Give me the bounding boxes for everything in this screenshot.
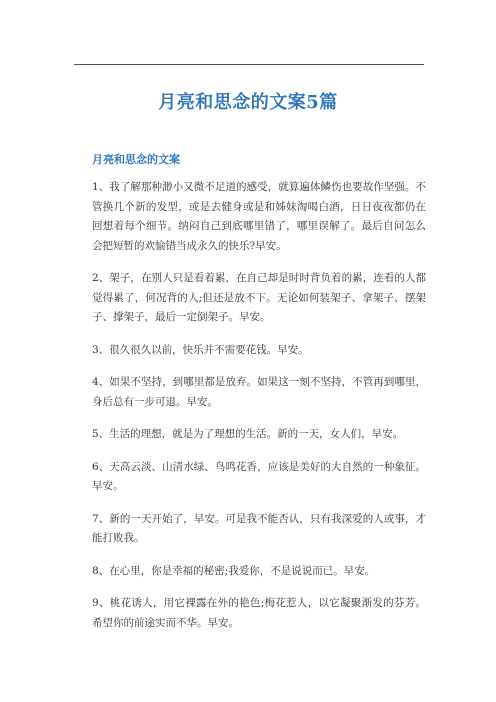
header-rule <box>74 64 424 65</box>
document-title: 月亮和思念的文案5篇 <box>158 92 338 113</box>
paragraph-9: 9、桃花诱人，用它裸露在外的艳色;梅花惹人，以它凝聚渐发的芬芳。希望你的前途实而不华。早安。 <box>92 597 426 629</box>
paragraph-5: 5、生活的理想，就是为了理想的生活。新的一天，女人们，早安。 <box>92 428 404 440</box>
paragraph-8: 8、在心里，你是幸福的秘密;我爱你，不是说说而已。早安。 <box>92 564 376 577</box>
paragraph-3: 3、很久很久以前，快乐并不需要花钱。早安。 <box>92 343 309 356</box>
paragraph-6: 6、天高云淡、山清水绿、鸟鸣花香，应该是美好的大自然的一种象征。早安。 <box>92 460 426 492</box>
paragraph-2: 2、架子，在别人只是看着累，在自己却是时时背负着的累，连看的人都觉得累了，何况背的人;但还是放不下。无论如何装架子、拿架子、摆架子、撑架子，最后一定倒架子。早安。 <box>92 272 426 323</box>
paragraph-7: 7、新的一天开始了，早安。可是我不能否认，只有我深爱的人或事，才能打败我。 <box>92 512 426 544</box>
paragraph-1: 1、我了解那种渺小又微不足道的感受，就算遍体鳞伤也要故作坚强。不管换几个新的发型，或是去健身或是和姊妹淘喝白酒，日日夜夜都仍在回想着每个细节。纳闷自己到底哪里错了，哪里误解了。最后自问怎么会把短暂的欢愉错当成永久的快乐?早安。 <box>92 181 426 252</box>
section-heading: 月亮和思念的文案 <box>92 153 180 166</box>
paragraph-4: 4、如果不坚持，到哪里都是放弃。如果这一刻不坚持，不管再到哪里，身后总有一步可退。早安。 <box>92 376 426 408</box>
document-body <box>92 178 426 646</box>
